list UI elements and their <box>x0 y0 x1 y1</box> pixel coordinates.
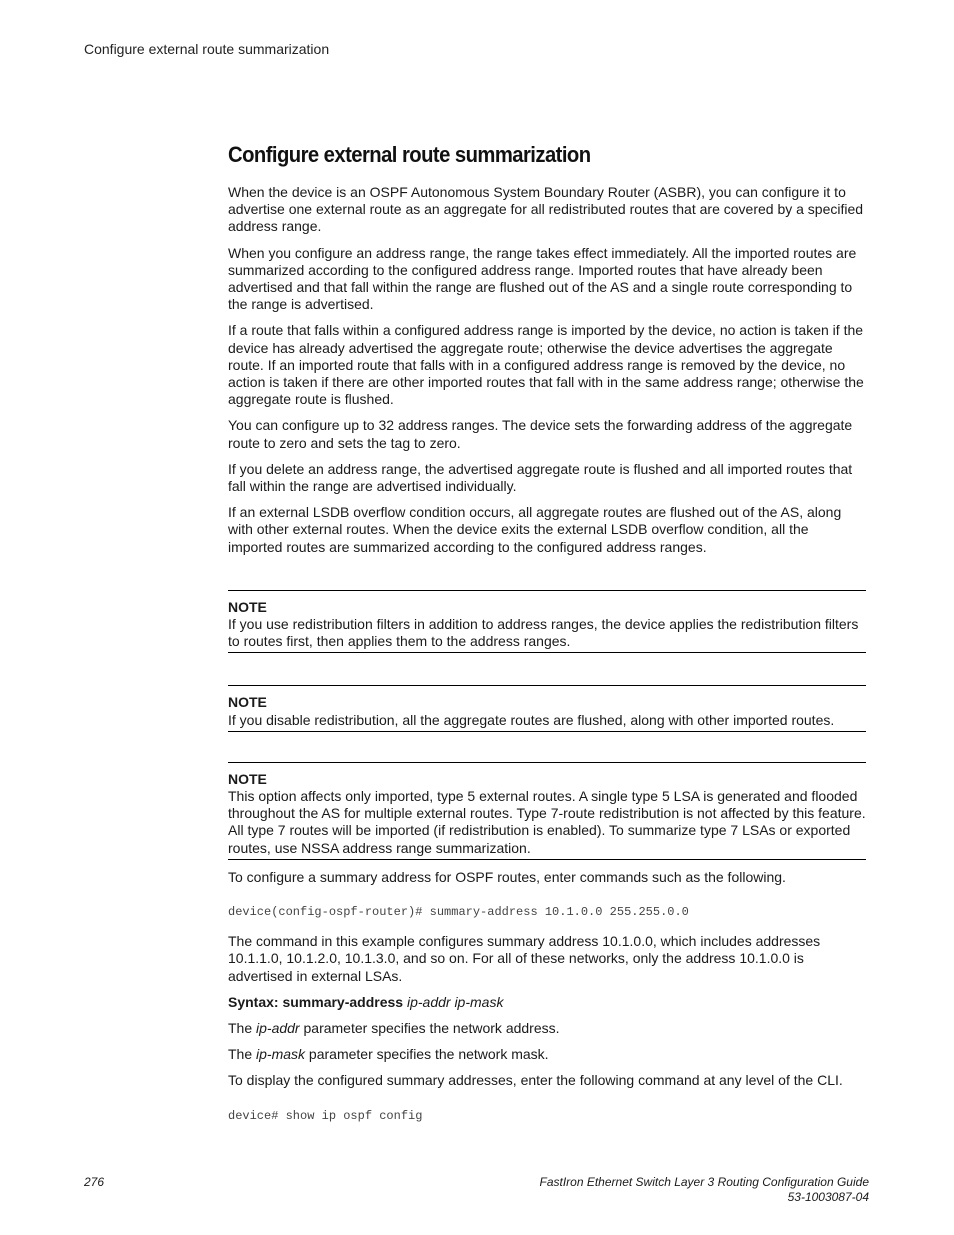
text-fragment: The <box>228 1019 257 1036</box>
page-number: 276 <box>84 1175 105 1189</box>
paragraph: You can configure up to 32 address ranges. The device sets the forwarding address of the aggregate route to zero and sets the tag to zero. <box>228 417 853 451</box>
param-description <box>228 1046 866 1063</box>
param-name: ip-addr <box>256 1019 300 1036</box>
text-fragment: parameter specifies the network mask. <box>305 1046 549 1063</box>
code-example: device(config-ospf-router)# summary-address 10.1.0.0 255.255.0.0 <box>228 905 689 920</box>
footer-doc-info <box>539 1175 869 1205</box>
paragraph: When you configure an address range, the range takes effect immediately. All the imported routes are summarized according to the configured address range. Imported routes that have already been advertised and that fall within the range are flushed out of the AS and a single route corresponding to the range is advertised. <box>228 244 857 313</box>
code-example: device# show ip ospf config <box>228 1108 423 1123</box>
param-name: ip-mask <box>256 1046 306 1063</box>
section-title: Configure external route summarization <box>228 142 591 167</box>
note-label: NOTE <box>228 598 267 615</box>
note-box <box>228 685 866 731</box>
paragraph: To display the configured summary addresses, enter the following command at any level of the CLI. <box>228 1072 843 1089</box>
paragraph: If you delete an address range, the advertised aggregate route is flushed and all imported routes that fall within the range are advertised individually. <box>228 460 853 495</box>
note-box <box>228 762 866 860</box>
paragraph: The command in this example configures summary address 10.1.0.0, which includes addresses 10.1.1.0, 10.1.2.0, 10.1.3.0, and so on. For all of these networks, only the address 10.1.0.0 is advertised in external LSAs. <box>228 933 821 984</box>
note-text: This option affects only imported, type 5 external routes. A single type 5 LSA is generated and flooded throughout the AS for multiple external routes. Type 7-route redistribution is not affected by this feature. All type 7 routes will be imported (if redistribution is enabled). To summarize type 7 LSAs or exported routes, use NSSA address range summarization. <box>228 788 866 856</box>
note-box <box>228 590 866 654</box>
text-fragment: parameter specifies the network address. <box>299 1019 560 1036</box>
note-text: If you use redistribution filters in addition to address ranges, the device applies the redistribution filters to routes first, then applies them to the address ranges. <box>228 616 859 650</box>
paragraph: If an external LSDB overflow condition occurs, all aggregate routes are flushed out of the AS, along with other external routes. When the device exits the external LSDB overflow condition, all the imported routes are summarized according to the configured address ranges. <box>228 504 842 555</box>
note-label: NOTE <box>228 694 267 711</box>
syntax-line <box>228 994 866 1011</box>
note-text: If you disable redistribution, all the aggregate routes are flushed, along with other imported routes. <box>228 711 835 728</box>
doc-number: 53-1003087-04 <box>787 1190 869 1204</box>
paragraph: If a route that falls within a configured address range is imported by the device, no action is taken if the device has already advertised the aggregate route; otherwise the device advertises the aggregate route. If an imported route that falls with in a configured address range is removed by the device, no action is taken if there are other imported routes that fall with in the same address range; otherwise the aggregate route is flushed. <box>228 322 864 408</box>
param-description <box>228 1020 866 1037</box>
syntax-args: ip-addr ip-mask <box>406 993 504 1010</box>
paragraph: When the device is an OSPF Autonomous System Boundary Router (ASBR), you can configure it to advertise one external route as an aggregate for all redistributed routes that are covered by a specified address range. <box>228 184 864 235</box>
doc-title: FastIron Ethernet Switch Layer 3 Routing Configuration Guide <box>539 1175 869 1189</box>
syntax-keyword: Syntax: summary-address <box>228 993 404 1010</box>
running-header: Configure external route summarization <box>84 41 330 57</box>
main-content <box>228 140 866 1137</box>
paragraph: To configure a summary address for OSPF routes, enter commands such as the following. <box>228 868 786 885</box>
note-label: NOTE <box>228 770 267 787</box>
text-fragment: The <box>228 1046 257 1063</box>
